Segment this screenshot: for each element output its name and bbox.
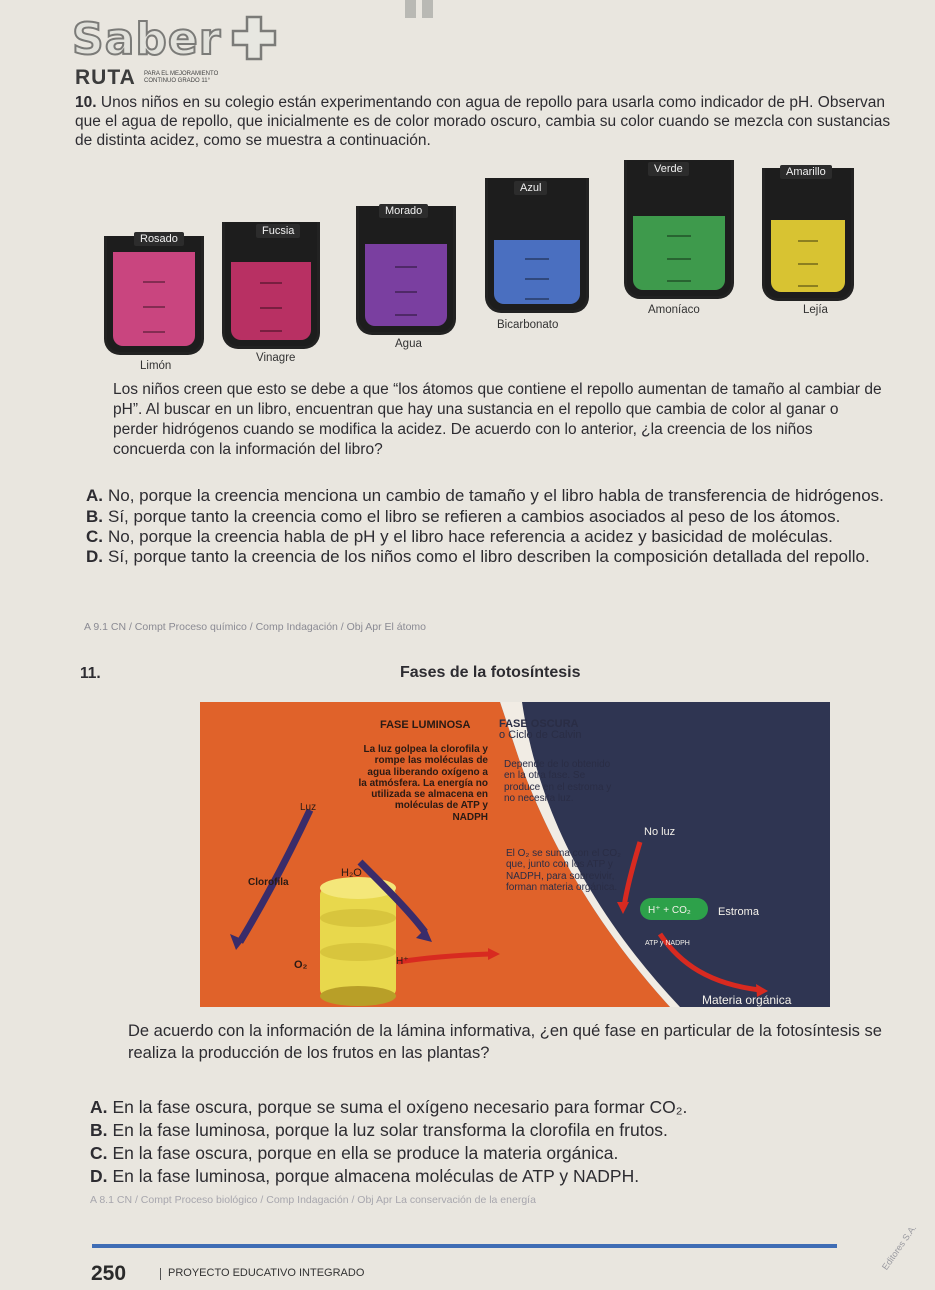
- fase-oscura-text-1: Depende de lo obtenido en la otra fase. Se produce en el estroma y no necesita luz.: [504, 759, 612, 804]
- beakers-figure: [0, 0, 935, 380]
- label-materia-organica: Materia orgánica: [702, 993, 792, 1007]
- tag-azul: Azul: [514, 181, 547, 195]
- beaker-agua: [356, 206, 456, 335]
- label-estroma: Estroma: [718, 906, 759, 918]
- q11-options: [90, 1096, 890, 1188]
- q10-option-d[interactable]: D. Sí, porque tanto la creencia de los niños como el libro describen la composición detallada del repollo.: [86, 547, 870, 566]
- ruta-subtitle: PARA EL MEJORAMIENTO CONTINUO GRADO 11°: [144, 71, 219, 84]
- tag-amarillo: Amarillo: [780, 165, 832, 179]
- q10-option-b[interactable]: B. Sí, porque tanto la creencia como el libro se refieren a cambios asociados al peso de los átomos.: [86, 507, 841, 526]
- fase-oscura-title: FASE OSCURA: [499, 718, 579, 730]
- beaker-lejia: [762, 168, 854, 301]
- q11-option-b[interactable]: B. En la fase luminosa, porque la luz solar transforma la clorofila en frutos.: [90, 1120, 668, 1140]
- brand-word: Saber: [72, 14, 222, 65]
- q10-options: [86, 486, 921, 567]
- beaker-bicarbonato: [485, 178, 589, 313]
- beaker-amoniaco: [624, 160, 734, 299]
- q10-meta: A 9.1 CN / Compt Proceso químico / Comp Indagación / Obj Apr El átomo: [84, 621, 426, 633]
- q11-option-d[interactable]: D. En la fase luminosa, porque almacena moléculas de ATP y NADPH.: [90, 1166, 640, 1186]
- q10-option-c[interactable]: C. No, porque la creencia habla de pH y el libro hace referencia a acidez y basicidad de moléculas.: [86, 527, 833, 546]
- fase-oscura-subtitle: o Ciclo de Calvin: [499, 729, 582, 741]
- label-vinagre: Vinagre: [256, 352, 296, 364]
- ruta-label: RUTA: [75, 66, 136, 89]
- beaker-limon: [104, 236, 204, 355]
- beaker-vinagre: [222, 222, 320, 349]
- label-atp-nadph: ATP y NADPH: [645, 940, 690, 947]
- footer-label: PROYECTO EDUCATIVO INTEGRADO: [168, 1267, 365, 1279]
- page-number: 250: [91, 1262, 127, 1285]
- footer-rule: [92, 1244, 837, 1248]
- label-h-co2: H⁺ + CO₂: [648, 905, 691, 916]
- q10-body: Los niños creen que esto se debe a que “los átomos que contiene el repollo aumentan de tamaño al cambiar de pH”. Al buscar en un libro, encuentran que hay una sustancia en el repollo que cambia de color al ganar o perder hidrógenos cuando se modifica la acidez. De acuerdo con lo anterior, ¿la creencia de los niños concuerda con la información del libro?: [113, 381, 882, 458]
- label-luz: Luz: [300, 802, 317, 813]
- tag-verde: Verde: [648, 162, 689, 176]
- tag-rosado: Rosado: [134, 232, 184, 246]
- diagram-title: Fases de la fotosíntesis: [400, 664, 581, 681]
- q11-number: 11.: [80, 665, 101, 682]
- label-limon: Limón: [140, 360, 172, 372]
- footer-separator: [160, 1268, 161, 1280]
- photosynthesis-diagram: [200, 702, 830, 1007]
- q10-intro-text: Unos niños en su colegio están experimentando con agua de repollo para usarla como indicador de pH. Observan que el agua de repollo, que inicialmente es de color morado oscuro, cambia su color cuando se mezcla con sustancias de distinta acidez, como se muestra a continuación.: [75, 94, 891, 149]
- label-no-luz: No luz: [644, 826, 676, 838]
- fase-oscura-text-2: El O₂ se suma con el CO₂ que, junto con los ATP y NADPH, para sobrevivir, forman materia orgánica.: [506, 848, 622, 893]
- q11-option-c[interactable]: C. En la fase oscura, porque en ella se produce la materia orgánica.: [90, 1143, 619, 1163]
- label-o2: O₂: [294, 959, 308, 971]
- label-amoniaco: Amoníaco: [648, 304, 700, 316]
- label-bicarbonato: Bicarbonato: [497, 319, 559, 331]
- q10-number: 10.: [75, 94, 97, 111]
- label-clorofila: Clorofila: [248, 877, 289, 888]
- tag-fucsia: Fucsia: [256, 224, 300, 238]
- label-h2o: H₂O: [341, 867, 362, 879]
- fase-luminosa-title: FASE LUMINOSA: [380, 719, 471, 731]
- fase-luminosa-text: La luz golpea la clorofila y rompe las moléculas de agua liberando oxígeno a la atmósfera. La energía no utilizada se almacena en moléculas de ATP y NADPH: [358, 744, 488, 823]
- q11-option-a[interactable]: A. En la fase oscura, porque se suma el oxígeno necesario para formar CO₂.: [90, 1097, 688, 1117]
- label-agua: Agua: [395, 338, 422, 350]
- label-lejia: Lejía: [803, 304, 828, 316]
- tag-morado: Morado: [379, 204, 428, 218]
- q11-meta: A 8.1 CN / Compt Proceso biológico / Comp Indagación / Obj Apr La conservación de la energía: [90, 1194, 536, 1206]
- q10-option-a[interactable]: A. No, porque la creencia menciona un cambio de tamaño y el libro habla de transferencia de hidrógenos.: [86, 486, 884, 505]
- publisher-mark: Editores S.A.: [880, 1222, 919, 1272]
- q11-question: De acuerdo con la información de la lámina informativa, ¿en qué fase en particular de la fotosíntesis se realiza la producción de los frutos en las plantas?: [128, 1022, 882, 1062]
- label-h: H⁺: [396, 956, 409, 967]
